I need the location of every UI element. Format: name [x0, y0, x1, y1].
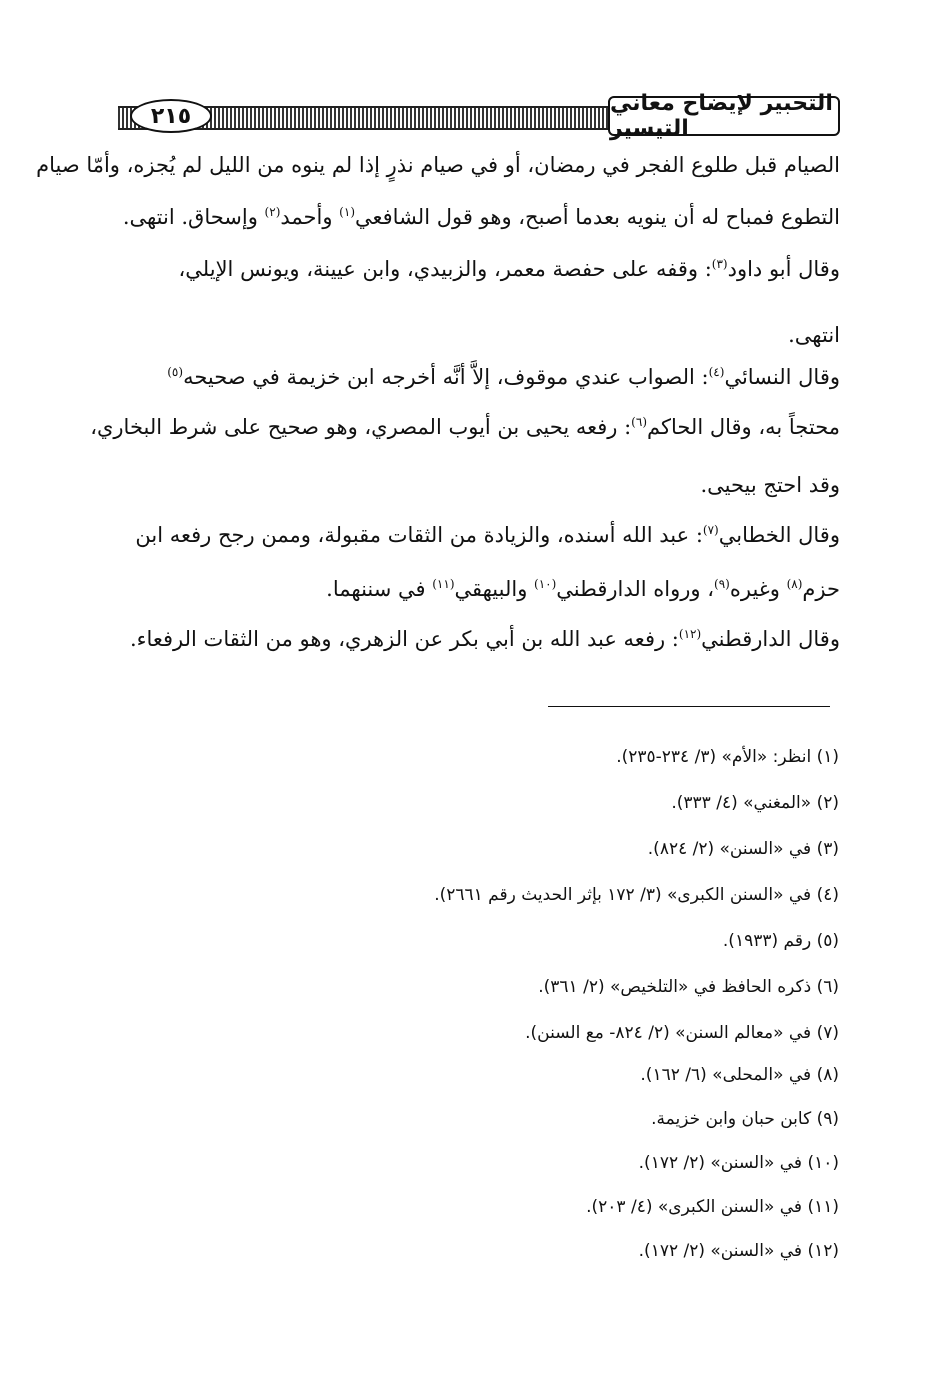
footnote-ref: (٢) — [264, 205, 281, 219]
footnote: (١٢) في «السنن» (٢/ ١٧٢). — [638, 1241, 839, 1261]
footnote-ref: (٥) — [167, 365, 184, 379]
footnote-ref: (٦) — [631, 415, 647, 429]
footnote: (٣) في «السنن» (٢/ ٨٢٤). — [647, 839, 839, 859]
footnote: (١٠) في «السنن» (٢/ ١٧٢). — [638, 1153, 839, 1173]
footnote: (١) انظر: «الأم» (٣/ ٢٣٤-٢٣٥). — [616, 747, 839, 767]
footnote-ref: (٣) — [711, 257, 728, 271]
footnote: (٧) في «معالم السنن» (٢/ ٨٢٤- مع السنن). — [525, 1023, 839, 1043]
footnote: (٩) كابن حبان وابن خزيمة. — [651, 1109, 839, 1129]
footnote-ref: (٤) — [708, 365, 725, 379]
text-line: وقال النسائي$^{(٤)}$: الصواب عندي موقوف، إلاَّ أنَّه أخرجه ابن خزيمة في صحيحه$^{(٥)}$ — [167, 365, 840, 389]
footnote-separator — [548, 706, 830, 707]
footnote: (١١) في «السنن الكبرى» (٤/ ٢٠٣). — [586, 1197, 839, 1217]
page-number: ٢١٥ — [130, 99, 212, 133]
footnote-ref: (١٠) — [534, 577, 557, 591]
footnote: (٨) في «المحلى» (٦/ ١٦٢). — [640, 1065, 839, 1085]
footnote-ref: (١١) — [432, 577, 455, 591]
footnote-ref: (٨) — [786, 577, 803, 591]
text-line: وقال الدارقطني$^{(١٢)}$: رفعه عبد الله بن أبي بكر عن الزهري، وهو من الثقات الرفعاء. — [129, 627, 840, 651]
footnote: (٢) «المغني» (٤/ ٣٣٣). — [671, 793, 839, 813]
text-line: وقال الخطابي$^{(٧)}$: عبد الله أسنده، والزيادة من الثقات مقبولة، وممن رجح رفعه ابن — [135, 523, 840, 547]
book-title: التحبير لإيضاح معاني التيسير — [608, 96, 840, 136]
text-line: وقد احتج بيحيى. — [700, 473, 840, 497]
text-line: حزم$^{(٨)}$ وغيره$^{(٩)}$، ورواه الدارقطني$^{(١٠)}$ والبيهقي$^{(١١)}$ في سننهما. — [326, 577, 840, 601]
footnote: (٦) ذكره الحافظ في «التلخيص» (٢/ ٣٦١). — [538, 977, 839, 997]
footnote-ref: (١) — [339, 205, 355, 219]
footnote-ref: (١٢) — [678, 627, 702, 641]
text-line: محتجاً به، وقال الحاكم$^{(٦)}$: رفعه يحيى بن أيوب المصري، وهو صحيح على شرط البخاري، — [90, 415, 840, 439]
running-header — [110, 91, 840, 142]
footnote-ref: (٧) — [702, 523, 719, 537]
footnote-ref: (٩) — [714, 577, 730, 591]
footnote: (٥) رقم (١٩٣٣). — [722, 931, 839, 951]
footnote: (٤) في «السنن الكبرى» (٣/ ١٧٢ بإثر الحديث رقم ٢٦٦١). — [434, 885, 839, 905]
text-line: وقال أبو داود$^{(٣)}$: وقفه على حفصة معمر، والزبيدي، وابن عيينة، ويونس الإيلي، — [178, 257, 840, 281]
text-line: انتهى. — [788, 323, 840, 347]
text-line: الصيام قبل طلوع الفجر في رمضان، أو في صيام نذرٍ إذا لم ينوه من الليل لم يُجزه، وأمّا صيام — [36, 153, 840, 177]
text-line: التطوع فمباح له أن ينويه بعدما أصبح، وهو قول الشافعي$^{(١)}$ وأحمد$^{(٢)}$ وإسحاق. انتهى. — [122, 205, 840, 229]
